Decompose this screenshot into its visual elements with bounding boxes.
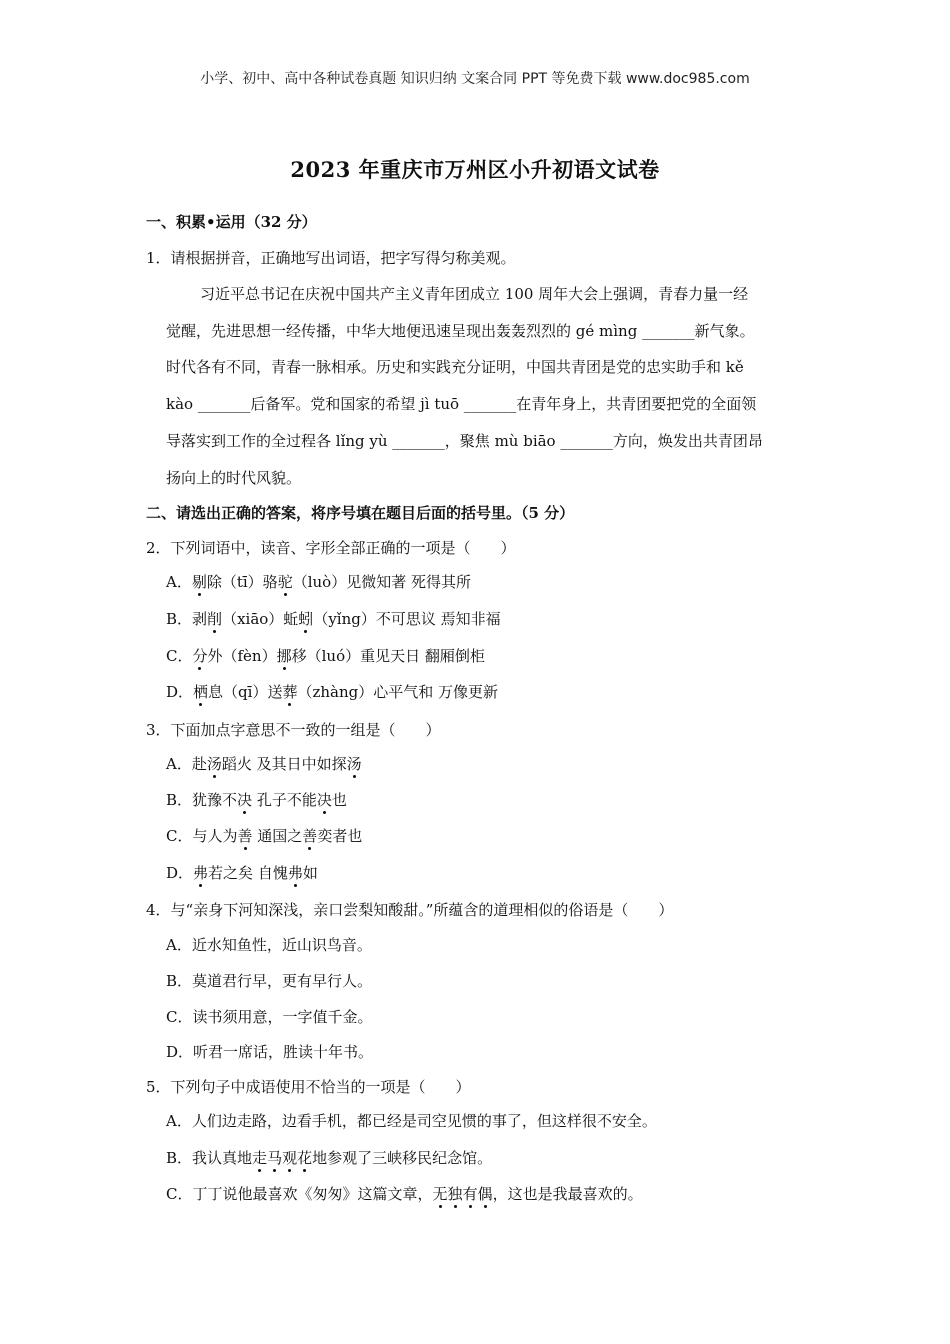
q4-option-a: A．近水知鱼性，近山识鸟音。 [166,936,372,954]
q4-option-d: D．听君一席话，胜读十年书。 [166,1043,374,1061]
q2-option-b: B．剥削（xiāo）蚯蚓（yǐng）不可思议 焉知非福 [166,610,501,628]
page-header-watermark: 小学、初中、高中各种试卷真题 知识归纳 文案合同 PPT 等免费下载 www.doc985.com [200,71,750,87]
q1-passage-line: kào _______后备军。党和国家的希望 jì tuō _______在青年身上，共青团要把党的全面领 [166,395,757,413]
q3-option-b: B．犹豫不决 孔子不能决也 [166,791,347,809]
section-1-heading: 一、积累•运用（32 分） [146,213,317,231]
question-4-stem: 4．与“亲身下河知深浅，亲口尝梨知酸甜。”所蕴含的道理相似的俗语是（ ） [146,901,674,919]
q3-option-d: D．弗若之矣 自愧弗如 [166,864,318,882]
question-5-stem: 5．下列句子中成语使用不恰当的一项是（ ） [146,1078,471,1096]
q5-option-c: C．丁丁说他最喜欢《匆匆》这篇文章，无独有偶，这也是我最喜欢的。 [166,1185,643,1203]
q2-option-a: A．剔除（tī）骆驼（luò）见微知著 死得其所 [166,573,471,591]
exam-title: 2023 年重庆市万州区小升初语文试卷 [290,157,660,182]
q2-option-d: D．栖息（qī）送葬（zhàng）心平气和 万像更新 [166,683,499,701]
q2-option-c: C．分外（fèn）挪移（luó）重见天日 翻厢倒柜 [166,647,485,665]
question-3-stem: 3．下面加点字意思不一致的一组是（ ） [146,721,441,739]
section-2-heading: 二、请选出正确的答案，将序号填在题目后面的括号里。（5 分） [146,504,575,522]
q1-passage-line: 扬向上的时代风貌。 [166,469,302,487]
q4-option-b: B．莫道君行早，更有早行人。 [166,972,373,990]
q5-option-b: B．我认真地走马观花地参观了三峡移民纪念馆。 [166,1149,493,1167]
q3-option-c: C．与人为善 通国之善奕者也 [166,827,363,845]
q4-option-c: C．读书须用意，一字值千金。 [166,1008,373,1026]
q1-passage-line: 导落实到工作的全过程各 lǐng yù _______，聚焦 mù biāo _______方向，焕发出共青团昂 [166,432,763,450]
dotted-idiom: 司空见惯 [416,1112,477,1130]
q1-passage-line: 觉醒，先进思想一经传播，中华大地便迅速呈现出轰轰烈烈的 gé mìng _______新气象。 [166,322,755,340]
dotted-idiom: 走马观花 [252,1149,313,1167]
question-1-stem: 1．请根据拼音，正确地写出词语，把字写得匀称美观。 [146,249,516,267]
question-2-stem: 2．下列词语中，读音、字形全部正确的一项是（ ） [146,539,516,557]
q1-passage-line: 时代各有不同，青春一脉相承。历史和实践充分证明，中国共青团是党的忠实助手和 kě [166,358,744,376]
q5-option-a: A．人们边走路，边看手机，都已经是司空见惯的事了，但这样很不安全。 [166,1112,657,1130]
dotted-idiom: 无独有偶 [432,1185,493,1203]
q3-option-a: A．赴汤蹈火 及其日中如探汤 [166,755,362,773]
q1-passage-line: 习近平总书记在庆祝中国共产主义青年团成立 100 周年大会上强调，青春力量一经 [200,285,749,303]
